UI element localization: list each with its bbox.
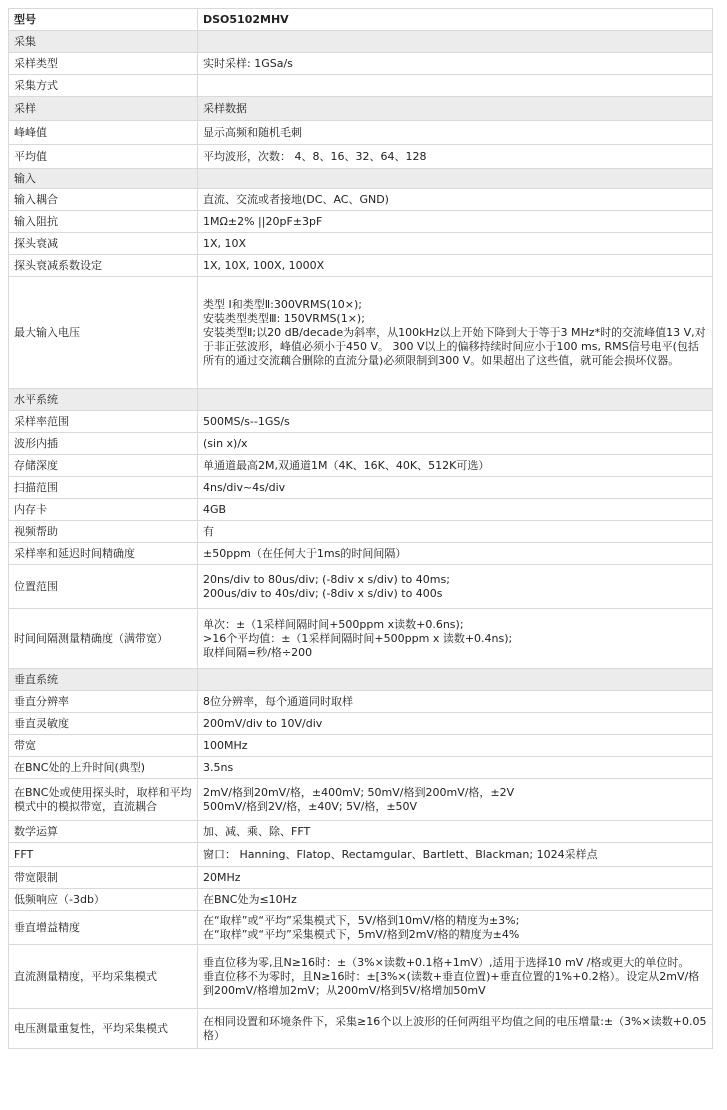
spec-value xyxy=(198,75,713,97)
section-row xyxy=(9,31,713,53)
spec-label: 探头衰减 xyxy=(9,233,198,255)
spec-label: 波形内插 xyxy=(9,433,198,455)
table-row xyxy=(9,867,713,889)
spec-value: 4GB xyxy=(198,499,713,521)
table-row xyxy=(9,145,713,169)
spec-label: 采样率范围 xyxy=(9,411,198,433)
spec-value: ±50ppm（在任何大于1ms的时间间隔） xyxy=(198,543,713,565)
table-row xyxy=(9,75,713,97)
spec-value: 1X, 10X, 100X, 1000X xyxy=(198,255,713,277)
spec-value xyxy=(198,669,713,691)
section-title: 水平系统 xyxy=(9,389,198,411)
table-row xyxy=(9,609,713,669)
spec-value: 1X, 10X xyxy=(198,233,713,255)
spec-label: 峰峰值 xyxy=(9,121,198,145)
spec-value: 20MHz xyxy=(198,867,713,889)
spec-label: 采样类型 xyxy=(9,53,198,75)
spec-table xyxy=(8,8,713,1049)
table-row xyxy=(9,433,713,455)
spec-label: 平均值 xyxy=(9,145,198,169)
spec-label: 视频帮助 xyxy=(9,521,198,543)
model-name: DSO5102MHV xyxy=(198,9,713,31)
table-row xyxy=(9,499,713,521)
spec-label: 输入耦合 xyxy=(9,189,198,211)
spec-value: 直流、交流或者接地(DC、AC、GND) xyxy=(198,189,713,211)
spec-value: 20ns/div to 80us/div; (-8div x s/div) to 40ms; 200us/div to 40s/div; (-8div x s/div) to 400s xyxy=(198,565,713,609)
table-row xyxy=(9,411,713,433)
spec-value: 500MS/s--1GS/s xyxy=(198,411,713,433)
table-row xyxy=(9,779,713,821)
spec-label: 存储深度 xyxy=(9,455,198,477)
spec-label: FFT xyxy=(9,843,198,867)
section-title: 采集 xyxy=(9,31,198,53)
section-row xyxy=(9,97,713,121)
table-row xyxy=(9,691,713,713)
spec-label: 扫描范围 xyxy=(9,477,198,499)
spec-value: 单次：±（1采样间隔时间+500ppm x读数+0.6ns); >16个平均值：±（1采样间隔时间+500ppm x 读数+0.4ns); 取样间隔=秒/格÷200 xyxy=(198,609,713,669)
section-row xyxy=(9,389,713,411)
section-title: 垂直系统 xyxy=(9,669,198,691)
table-row xyxy=(9,735,713,757)
spec-value: 单通道最高2M,双通道1M（4K、16K、40K、512K可选） xyxy=(198,455,713,477)
spec-value: 垂直位移为零,且N≥16时：±（3%×读数+0.1格+1mV）,适用于选择10 mV /格或更大的单位时。 垂直位移不为零时，且N≥16时：±[3%×(读数+垂直位置)+垂直位置的1%+0.2格）。设定从2mV/格到200mV/格增加2mV；从200mV/格到5V/格增加50mV xyxy=(198,945,713,1009)
spec-value: 1MΩ±2% ||20pF±3pF xyxy=(198,211,713,233)
spec-label: 垂直增益精度 xyxy=(9,911,198,945)
section-title: 输入 xyxy=(9,169,198,189)
spec-value: 在相同设置和环境条件下，采集≥16个以上波形的任何两组平均值之间的电压增量:±（3%×读数+0.05格） xyxy=(198,1009,713,1049)
spec-value: 平均波形，次数： 4、8、16、32、64、128 xyxy=(198,145,713,169)
table-row xyxy=(9,477,713,499)
spec-label: 低频响应（-3db） xyxy=(9,889,198,911)
table-row xyxy=(9,911,713,945)
table-row xyxy=(9,189,713,211)
table-row xyxy=(9,843,713,867)
spec-label: 采集方式 xyxy=(9,75,198,97)
spec-value: 采样数据 xyxy=(198,97,713,121)
spec-value: 8位分辨率，每个通道同时取样 xyxy=(198,691,713,713)
table-row xyxy=(9,565,713,609)
spec-label: 带宽 xyxy=(9,735,198,757)
spec-table-body xyxy=(9,9,713,1049)
spec-label: 输入阻抗 xyxy=(9,211,198,233)
spec-label: 最大输入电压 xyxy=(9,277,198,389)
spec-label: 带宽限制 xyxy=(9,867,198,889)
table-row xyxy=(9,53,713,75)
spec-value: 有 xyxy=(198,521,713,543)
spec-label: 数学运算 xyxy=(9,821,198,843)
spec-label: 时间间隔测量精确度（满带宽） xyxy=(9,609,198,669)
table-row xyxy=(9,455,713,477)
spec-value: 窗口： Hanning、Flatop、Rectamgular、Bartlett、Blackman; 1024采样点 xyxy=(198,843,713,867)
spec-value: 在“取样”或“平均”采集模式下，5V/格到10mV/格的精度为±3%; 在“取样”或“平均”采集模式下，5mV/格到2mV/格的精度为±4% xyxy=(198,911,713,945)
spec-value: 100MHz xyxy=(198,735,713,757)
spec-label: 在BNC处的上升时间(典型) xyxy=(9,757,198,779)
spec-value: 2mV/格到20mV/格，±400mV; 50mV/格到200mV/格，±2V 500mV/格到2V/格，±40V; 5V/格，±50V xyxy=(198,779,713,821)
table-row xyxy=(9,757,713,779)
table-row xyxy=(9,821,713,843)
spec-value xyxy=(198,169,713,189)
spec-label: 垂直分辨率 xyxy=(9,691,198,713)
spec-label: 采样率和延迟时间精确度 xyxy=(9,543,198,565)
spec-label: 直流测量精度，平均采集模式 xyxy=(9,945,198,1009)
table-row xyxy=(9,889,713,911)
spec-label: 电压测量重复性，平均采集模式 xyxy=(9,1009,198,1049)
spec-label: 在BNC处或使用探头时，取样和平均模式中的模拟带宽，直流耦合 xyxy=(9,779,198,821)
spec-label: 位置范围 xyxy=(9,565,198,609)
spec-value: 200mV/div to 10V/div xyxy=(198,713,713,735)
table-row xyxy=(9,1009,713,1049)
table-row xyxy=(9,255,713,277)
section-row xyxy=(9,169,713,189)
table-row xyxy=(9,121,713,145)
spec-value: (sin x)/x xyxy=(198,433,713,455)
section-row xyxy=(9,669,713,691)
table-row xyxy=(9,277,713,389)
spec-value: 类型 Ⅰ和类型Ⅱ:300VRMS(10×); 安装类型类型Ⅲ: 150VRMS(1×); 安装类型Ⅱ;以20 dB/decade为斜率，从100kHz以上开始下降到大于等于3 MHz*时的交流峰值13 V,对于非正弦波形，峰值必须小于450 V。 300 V以上的偏移持续时间应小于100 ms, RMS信号电平(包括所有的通过交流藕合删除的直流分量)必须限制到300 V。如果超出了这些值，就可能会损坏仪器。 xyxy=(198,277,713,389)
spec-value: 在BNC处为≤10Hz xyxy=(198,889,713,911)
spec-value xyxy=(198,31,713,53)
spec-value: 3.5ns xyxy=(198,757,713,779)
spec-value: 加、减、乘、除、FFT xyxy=(198,821,713,843)
header-label: 型号 xyxy=(9,9,198,31)
spec-label: 内存卡 xyxy=(9,499,198,521)
spec-value: 显示高频和随机毛刺 xyxy=(198,121,713,145)
table-row xyxy=(9,211,713,233)
table-row xyxy=(9,521,713,543)
table-row xyxy=(9,945,713,1009)
spec-value xyxy=(198,389,713,411)
table-row xyxy=(9,713,713,735)
section-title: 采样 xyxy=(9,97,198,121)
spec-label: 垂直灵敏度 xyxy=(9,713,198,735)
header-row xyxy=(9,9,713,31)
spec-value: 实时采样: 1GSa/s xyxy=(198,53,713,75)
table-row xyxy=(9,543,713,565)
table-row xyxy=(9,233,713,255)
spec-value: 4ns/div~4s/div xyxy=(198,477,713,499)
spec-label: 探头衰减系数设定 xyxy=(9,255,198,277)
